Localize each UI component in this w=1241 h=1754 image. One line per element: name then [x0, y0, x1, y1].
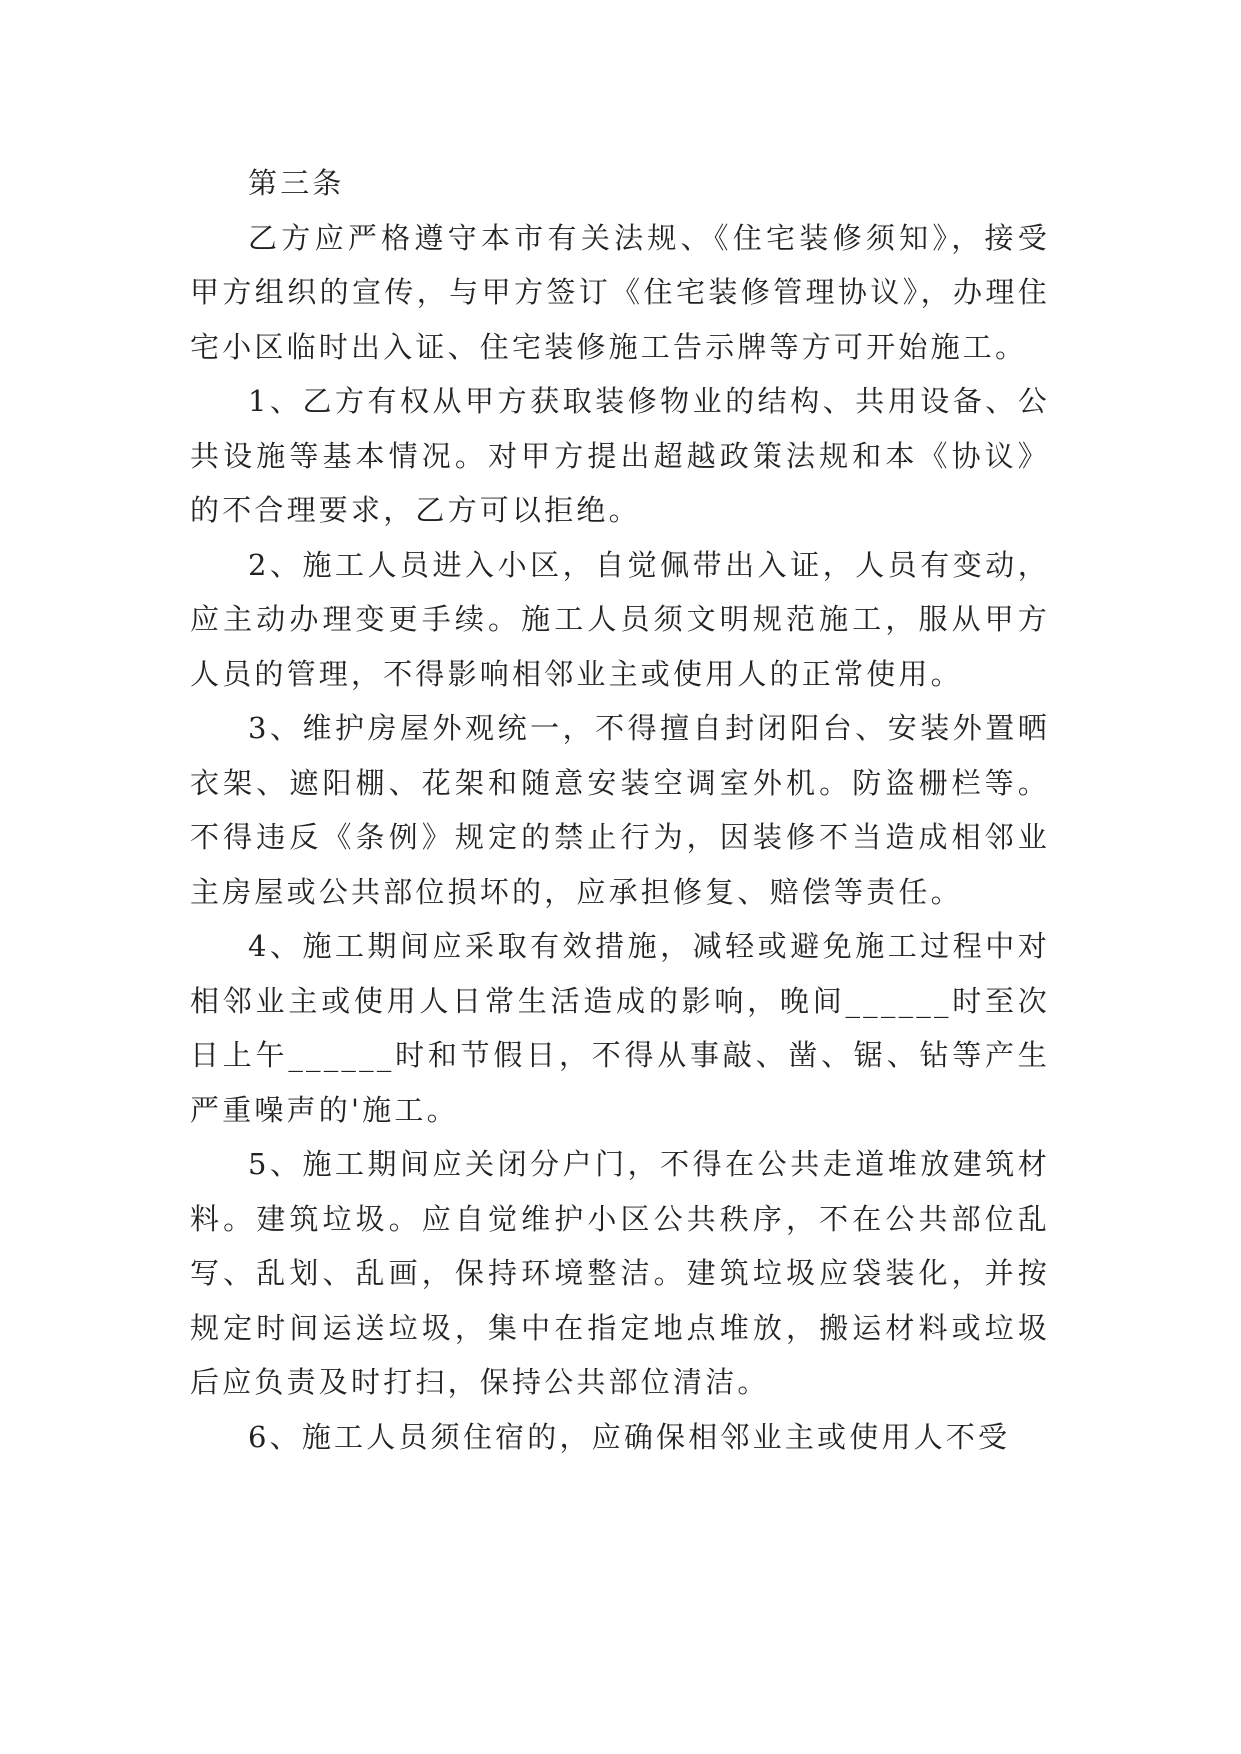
article-heading: 第三条	[248, 166, 345, 200]
paragraph-item-6: 6、施工人员须住宿的，应确保相邻业主或使用人不受	[248, 1419, 1011, 1454]
paragraph-item-2: 2、施工人员进入小区，自觉佩带出入证，人员有变动，应主动办理变更手续。施工人员须文明规范施工，服从甲方人员的管理，不得影响相邻业主或使用人的正常使用。	[190, 547, 1050, 691]
paragraph-item-3: 3、维护房屋外观统一，不得擅自封闭阳台、安装外置晒衣架、遮阳棚、花架和随意安装空调室外机。防盗栅栏等。不得违反《条例》规定的禁止行为，因装修不当造成相邻业主房屋或公共部位损坏的，应承担修复、赔偿等责任。	[190, 711, 1050, 909]
paragraph-item-4: 4、施工期间应采取有效措施，减轻或避免施工过程中对相邻业主或使用人日常生活造成的影响，晚间______时至次日上午______时和节假日，不得从事敲、凿、锯、钻等产生严重噪声的'施工。	[190, 929, 1050, 1127]
paragraph-item-1: 1、乙方有权从甲方获取装修物业的结构、共用设备、公共设施等基本情况。对甲方提出超越政策法规和本《协议》的不合理要求，乙方可以拒绝。	[190, 384, 1050, 527]
article-body	[190, 156, 1050, 1464]
paragraph-intro: 乙方应严格遵守本市有关法规、《住宅装修须知》，接受甲方组织的宣传，与甲方签订《住宅装修管理协议》，办理住宅小区临时出入证、住宅装修施工告示牌等方可开始施工。	[190, 220, 1050, 364]
paragraph-item-5: 5、施工期间应关闭分户门，不得在公共走道堆放建筑材料。建筑垃圾。应自觉维护小区公共秩序，不在公共部位乱写、乱划、乱画，保持环境整洁。建筑垃圾应袋装化，并按规定时间运送垃圾，集中在指定地点堆放，搬运材料或垃圾后应负责及时打扫，保持公共部位清洁。	[190, 1147, 1050, 1399]
